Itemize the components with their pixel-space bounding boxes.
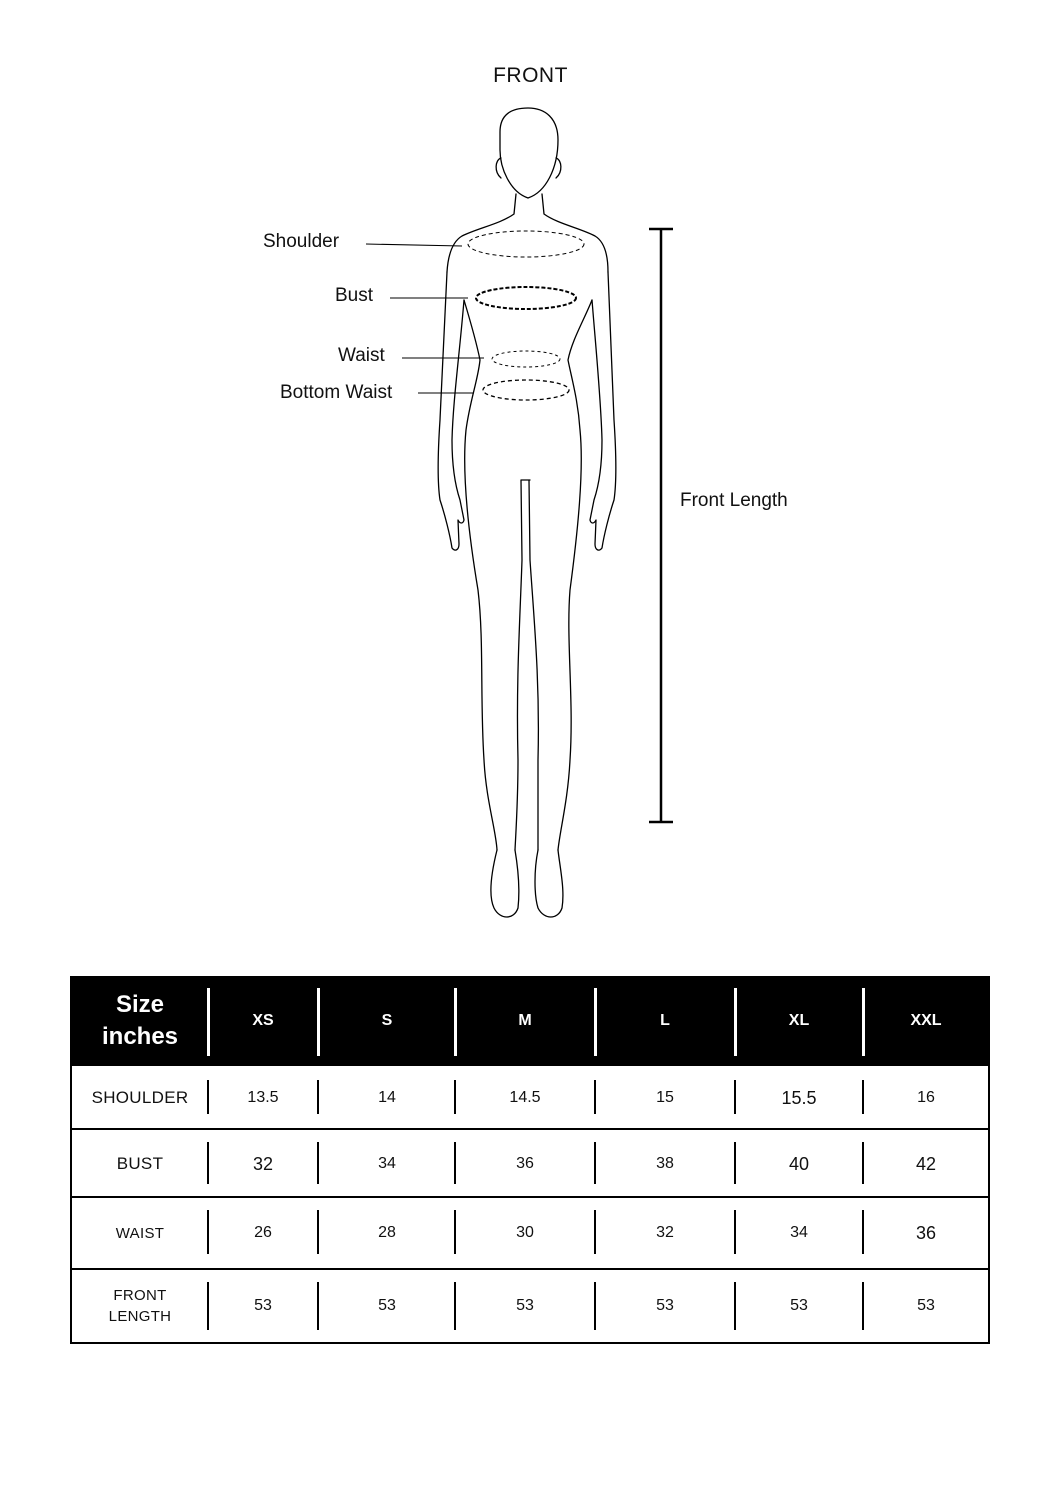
header-size-s: S (381, 1012, 393, 1029)
corner-label-size: Size (115, 991, 165, 1018)
label-bust: Bust (335, 285, 374, 306)
cell-waist-xs: 26 (254, 1224, 272, 1241)
cell-front-length-xxl: 53 (917, 1297, 935, 1314)
corner-label-inches: inches (101, 1023, 179, 1050)
table-row-front-length (72, 1268, 988, 1342)
cell-shoulder-l: 15 (656, 1089, 674, 1106)
cell-waist-xl: 34 (790, 1224, 808, 1241)
figure-torso-left (464, 300, 497, 850)
cell-shoulder-xl: 15.5 (781, 1087, 817, 1108)
figure-arm-right (590, 272, 616, 550)
table-row-bust (72, 1128, 988, 1198)
cell-front-length-m: 53 (516, 1297, 534, 1314)
cell-shoulder-xs: 13.5 (247, 1089, 279, 1106)
waist-ellipse (492, 351, 560, 367)
shoulder-ellipse (468, 231, 584, 257)
size-chart-table (70, 976, 990, 1344)
cell-waist-xxl: 36 (915, 1222, 937, 1243)
header-size-m: M (518, 1012, 532, 1029)
label-bottom-waist: Bottom Waist (280, 382, 393, 403)
header-size-l: L (660, 1012, 670, 1029)
figure-foot-left (491, 850, 519, 917)
cell-waist-l: 32 (656, 1224, 674, 1241)
cell-shoulder-s: 14 (378, 1089, 396, 1106)
row-label-length: LENGTH (108, 1308, 172, 1325)
cell-shoulder-xxl: 16 (917, 1089, 935, 1106)
figure-ear-right (556, 158, 561, 178)
row-label-shoulder: SHOULDER (91, 1088, 189, 1107)
figure-arm-left (438, 272, 464, 550)
row-label-front: FRONT (113, 1287, 167, 1304)
cell-bust-xxl: 42 (915, 1153, 937, 1174)
cell-bust-xs: 32 (252, 1153, 274, 1174)
cell-front-length-s: 53 (378, 1297, 396, 1314)
cell-bust-l: 38 (656, 1155, 674, 1172)
shoulder-leader-line (366, 244, 462, 246)
table-row-shoulder (72, 1064, 988, 1130)
table-header-row (72, 978, 988, 1064)
cell-waist-s: 28 (378, 1224, 396, 1241)
cell-bust-xl: 40 (788, 1153, 810, 1174)
figure-ear-left (496, 158, 501, 178)
header-size-xs: XS (252, 1012, 274, 1029)
cell-waist-m: 30 (516, 1224, 534, 1241)
figure-foot-right (535, 850, 563, 917)
label-waist: Waist (338, 345, 385, 366)
header-size-xxl: XXL (910, 1012, 942, 1029)
cell-shoulder-m: 14.5 (509, 1089, 541, 1106)
cell-front-length-l: 53 (656, 1297, 674, 1314)
row-label-front-length (72, 1270, 208, 1342)
row-label-waist: WAIST (115, 1224, 165, 1242)
header-size-xl: XL (788, 1012, 810, 1029)
figure-neck (447, 194, 516, 272)
figure-inner-legs (515, 480, 538, 850)
cell-front-length-xl: 53 (790, 1297, 808, 1314)
figure-torso-right (558, 300, 592, 850)
label-front-length: Front Length (680, 490, 788, 511)
corner-header (72, 978, 208, 1064)
cell-bust-s: 34 (378, 1155, 396, 1172)
cell-bust-m: 36 (516, 1155, 534, 1172)
bottom-waist-ellipse (483, 380, 569, 400)
view-title: FRONT (493, 64, 568, 87)
row-label-bust: BUST (116, 1154, 164, 1173)
bust-ellipse (476, 287, 576, 309)
label-shoulder: Shoulder (263, 231, 340, 252)
figure-head (500, 108, 558, 198)
cell-front-length-xs: 53 (254, 1297, 272, 1314)
table-row-waist (72, 1196, 988, 1268)
